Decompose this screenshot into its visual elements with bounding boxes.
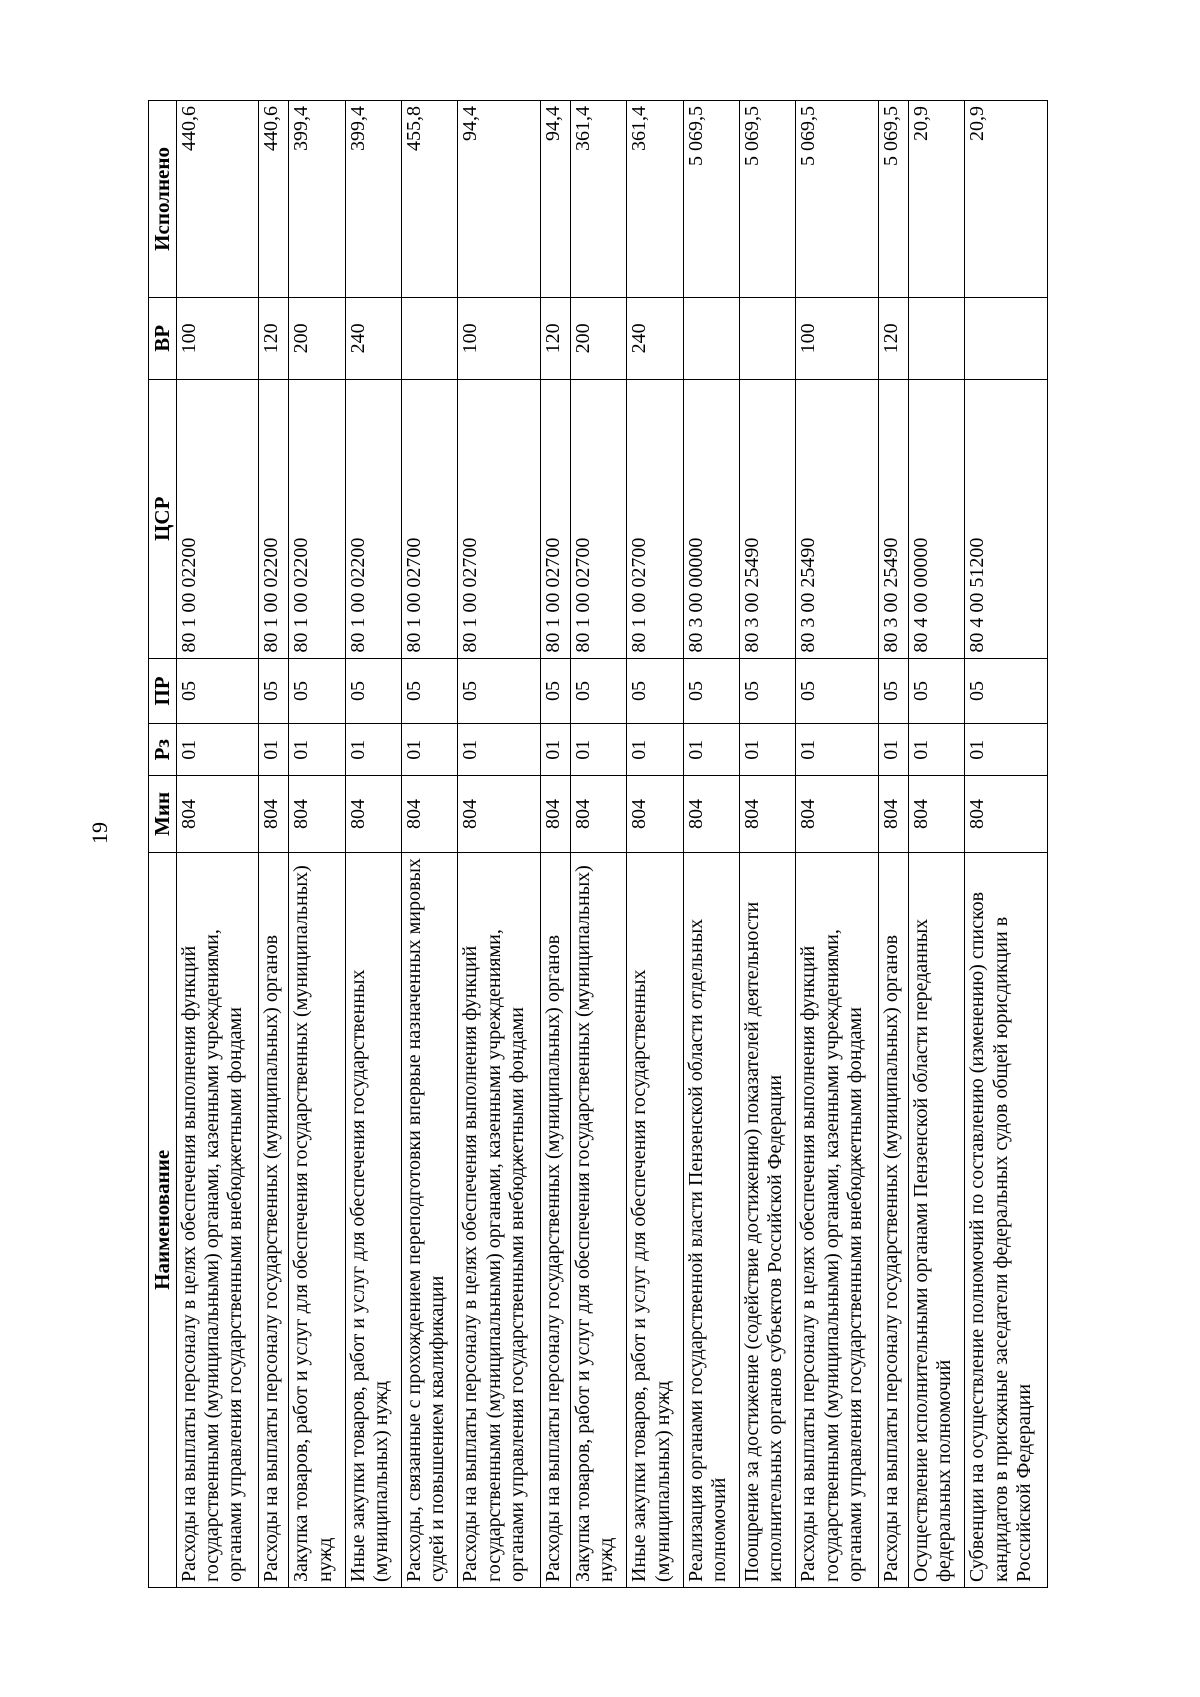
- cell-name: Субвенции на осуществление полномочий по составлению (изменению) списков кандидатов в присяжные заседатели федеральных судов общей юрисдикции в Российской Федерации: [965, 852, 1048, 1587]
- cell-csr: 80 3 00 25490: [796, 379, 879, 658]
- cell-min: 804: [458, 776, 541, 853]
- cell-name: Расходы на выплаты персоналу государственных (муниципальных) органов: [878, 852, 908, 1587]
- cell-csr: 80 4 00 00000: [908, 379, 964, 658]
- cell-vr: 120: [541, 297, 571, 379]
- cell-rz: 01: [570, 724, 626, 776]
- cell-name: Иные закупки товаров, работ и услуг для обеспечения государственных (муниципальных) нужд: [345, 852, 401, 1587]
- cell-executed: 440,6: [176, 101, 259, 298]
- cell-vr: [908, 297, 964, 379]
- table-row: [541, 101, 571, 1588]
- cell-rz: 01: [683, 724, 739, 776]
- cell-min: 804: [796, 776, 879, 853]
- cell-name: Расходы на выплаты персоналу в целях обеспечения выполнения функций государственными (муниципальными) органами, казенными учреждениями, органами управления государственными внебюджетными фондами: [458, 852, 541, 1587]
- cell-csr: 80 1 00 02200: [176, 379, 259, 658]
- cell-name: Расходы, связанные с прохождением переподготовки впервые назначенных мировых судей и повышением квалификации: [401, 852, 457, 1587]
- cell-min: 804: [683, 776, 739, 853]
- cell-pr: 05: [401, 658, 457, 724]
- cell-executed: 5 069,5: [878, 101, 908, 298]
- header-name: Наименование: [149, 852, 177, 1587]
- cell-executed: 20,9: [965, 101, 1048, 298]
- cell-executed: 5 069,5: [683, 101, 739, 298]
- cell-min: 804: [908, 776, 964, 853]
- cell-rz: 01: [965, 724, 1048, 776]
- page-number: 19: [87, 822, 112, 844]
- cell-pr: 05: [683, 658, 739, 724]
- cell-csr: 80 3 00 00000: [683, 379, 739, 658]
- cell-name: Расходы на выплаты персоналу государственных (муниципальных) органов: [259, 852, 289, 1587]
- cell-min: 804: [627, 776, 683, 853]
- cell-vr: 240: [627, 297, 683, 379]
- cell-vr: [401, 297, 457, 379]
- table-row: [289, 101, 345, 1588]
- cell-csr: 80 1 00 02200: [289, 379, 345, 658]
- table-row: [739, 101, 795, 1588]
- cell-pr: 05: [796, 658, 879, 724]
- cell-vr: 120: [878, 297, 908, 379]
- cell-pr: 05: [541, 658, 571, 724]
- cell-executed: 20,9: [908, 101, 964, 298]
- table-header-row: [149, 101, 177, 1588]
- cell-csr: 80 1 00 02700: [541, 379, 571, 658]
- cell-min: 804: [259, 776, 289, 853]
- cell-csr: 80 1 00 02700: [570, 379, 626, 658]
- cell-min: 804: [541, 776, 571, 853]
- cell-csr: 80 3 00 25490: [739, 379, 795, 658]
- cell-executed: 440,6: [259, 101, 289, 298]
- cell-vr: 100: [458, 297, 541, 379]
- header-pr: ПР: [149, 658, 177, 724]
- table-row: [401, 101, 457, 1588]
- cell-vr: 200: [289, 297, 345, 379]
- cell-executed: 5 069,5: [796, 101, 879, 298]
- cell-min: 804: [570, 776, 626, 853]
- cell-pr: 05: [627, 658, 683, 724]
- table-row: [345, 101, 401, 1588]
- cell-name: Иные закупки товаров, работ и услуг для обеспечения государственных (муниципальных) нужд: [627, 852, 683, 1587]
- header-vr: ВР: [149, 297, 177, 379]
- header-csr: ЦСР: [149, 379, 177, 658]
- cell-min: 804: [739, 776, 795, 853]
- cell-pr: 05: [878, 658, 908, 724]
- cell-rz: 01: [878, 724, 908, 776]
- table-row: [796, 101, 879, 1588]
- cell-min: 804: [401, 776, 457, 853]
- cell-pr: 05: [458, 658, 541, 724]
- cell-vr: 120: [259, 297, 289, 379]
- cell-min: 804: [176, 776, 259, 853]
- cell-vr: [683, 297, 739, 379]
- cell-rz: 01: [289, 724, 345, 776]
- cell-csr: 80 1 00 02700: [627, 379, 683, 658]
- cell-rz: 01: [739, 724, 795, 776]
- cell-rz: 01: [458, 724, 541, 776]
- cell-pr: 05: [345, 658, 401, 724]
- cell-executed: 455,8: [401, 101, 457, 298]
- cell-executed: 399,4: [289, 101, 345, 298]
- table-row: [878, 101, 908, 1588]
- cell-min: 804: [289, 776, 345, 853]
- cell-vr: 240: [345, 297, 401, 379]
- cell-csr: 80 1 00 02200: [259, 379, 289, 658]
- cell-executed: 361,4: [627, 101, 683, 298]
- header-executed: Исполнено: [149, 101, 177, 298]
- cell-rz: 01: [176, 724, 259, 776]
- cell-rz: 01: [541, 724, 571, 776]
- cell-csr: 80 1 00 02700: [458, 379, 541, 658]
- table-row: [627, 101, 683, 1588]
- cell-name: Осуществление исполнительными органами Пензенской области переданных федеральных полномочий: [908, 852, 964, 1587]
- cell-csr: 80 4 00 51200: [965, 379, 1048, 658]
- cell-executed: 94,4: [541, 101, 571, 298]
- cell-rz: 01: [401, 724, 457, 776]
- cell-min: 804: [965, 776, 1048, 853]
- cell-csr: 80 3 00 25490: [878, 379, 908, 658]
- cell-name: Реализация органами государственной власти Пензенской области отдельных полномочий: [683, 852, 739, 1587]
- rotated-table-container: [148, 100, 1048, 1588]
- cell-executed: 361,4: [570, 101, 626, 298]
- cell-vr: 200: [570, 297, 626, 379]
- cell-min: 804: [345, 776, 401, 853]
- cell-rz: 01: [908, 724, 964, 776]
- table-row: [570, 101, 626, 1588]
- cell-executed: 5 069,5: [739, 101, 795, 298]
- table-row: [965, 101, 1048, 1588]
- cell-vr: 100: [796, 297, 879, 379]
- cell-pr: 05: [289, 658, 345, 724]
- cell-executed: 94,4: [458, 101, 541, 298]
- cell-name: Расходы на выплаты персоналу в целях обеспечения выполнения функций государственными (муниципальными) органами, казенными учреждениями, органами управления государственными внебюджетными фондами: [796, 852, 879, 1587]
- cell-name: Поощрение за достижение (содействие достижению) показателей деятельности исполнительных органов субъектов Российской Федерации: [739, 852, 795, 1587]
- cell-vr: [965, 297, 1048, 379]
- cell-pr: 05: [739, 658, 795, 724]
- cell-vr: [739, 297, 795, 379]
- cell-rz: 01: [627, 724, 683, 776]
- cell-name: Закупка товаров, работ и услуг для обеспечения государственных (муниципальных) нужд: [289, 852, 345, 1587]
- header-min: Мин: [149, 776, 177, 853]
- cell-pr: 05: [259, 658, 289, 724]
- header-rz: Рз: [149, 724, 177, 776]
- cell-name: Расходы на выплаты персоналу в целях обеспечения выполнения функций государственными (муниципальными) органами, казенными учреждениями, органами управления государственными внебюджетными фондами: [176, 852, 259, 1587]
- table-row: [259, 101, 289, 1588]
- cell-rz: 01: [345, 724, 401, 776]
- cell-csr: 80 1 00 02200: [345, 379, 401, 658]
- cell-pr: 05: [570, 658, 626, 724]
- cell-name: Расходы на выплаты персоналу государственных (муниципальных) органов: [541, 852, 571, 1587]
- table-row: [908, 101, 964, 1588]
- budget-table: [148, 100, 1048, 1588]
- table-row: [176, 101, 259, 1588]
- table-row: [683, 101, 739, 1588]
- cell-pr: 05: [965, 658, 1048, 724]
- cell-rz: 01: [259, 724, 289, 776]
- cell-pr: 05: [176, 658, 259, 724]
- cell-name: Закупка товаров, работ и услуг для обеспечения государственных (муниципальных) нужд: [570, 852, 626, 1587]
- cell-csr: 80 1 00 02700: [401, 379, 457, 658]
- cell-pr: 05: [908, 658, 964, 724]
- cell-executed: 399,4: [345, 101, 401, 298]
- table-row: [458, 101, 541, 1588]
- cell-rz: 01: [796, 724, 879, 776]
- cell-min: 804: [878, 776, 908, 853]
- cell-vr: 100: [176, 297, 259, 379]
